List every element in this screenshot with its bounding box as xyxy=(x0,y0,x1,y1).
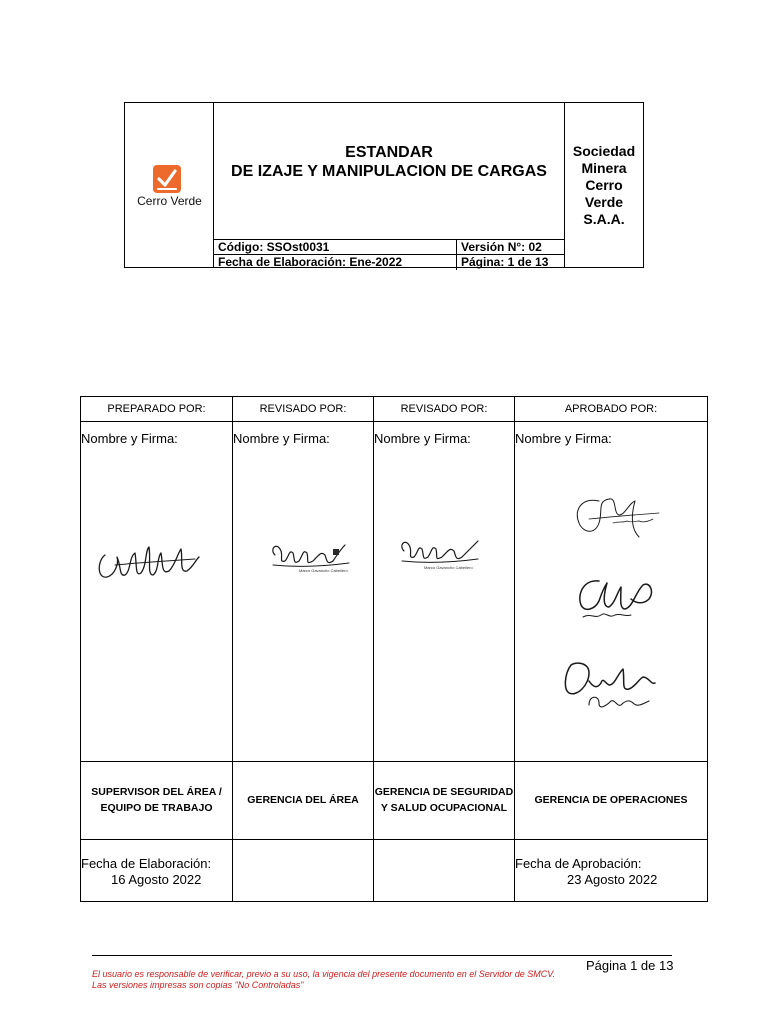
company-line: S.A.A. xyxy=(583,211,625,227)
document-header xyxy=(124,102,644,268)
document-title xyxy=(214,103,564,239)
handwritten-signature-with-stamp xyxy=(398,533,484,577)
document-code: Código: SSOst0031 xyxy=(218,240,330,254)
handwritten-signature xyxy=(559,655,663,717)
cerro-verde-logo-icon xyxy=(153,165,181,193)
footer-disclaimer-copies: Las versiones impresas son copias "No Controladas" xyxy=(92,980,304,990)
logo-text: Cerro Verde xyxy=(137,194,202,208)
document-version: Versión N°: 02 xyxy=(456,240,564,255)
page-info: Página: 1 de 13 xyxy=(456,255,564,270)
name-signature-label: Nombre y Firma: xyxy=(81,431,178,446)
name-signature-label: Nombre y Firma: xyxy=(515,431,612,446)
role-label xyxy=(81,761,232,839)
signature-column-approved xyxy=(514,397,707,901)
role-line: EQUIPO DE TRABAJO xyxy=(100,802,213,814)
signature-column-reviewed-area xyxy=(232,397,373,901)
role-line: GERENCIA DEL ÁREA xyxy=(247,794,359,806)
footer-page-number: Página 1 de 13 xyxy=(586,958,674,973)
stamp-text: Marco Gavancho Cabellero xyxy=(299,568,348,573)
footer-divider xyxy=(92,955,672,956)
name-signature-label: Nombre y Firma: xyxy=(374,431,471,446)
role-label xyxy=(515,761,707,839)
stamp-text: Marco Gavancho Cabellero xyxy=(424,565,473,570)
meta-row-date xyxy=(214,254,564,270)
role-label xyxy=(374,761,514,839)
approval-date-label: Fecha de Aprobación: xyxy=(515,856,642,871)
role-line: GERENCIA DE OPERACIONES xyxy=(534,794,688,806)
elaboration-date: Fecha de Elaboración: Ene-2022 xyxy=(218,255,403,269)
role-line: GERENCIA DE SEGURIDAD xyxy=(374,786,514,798)
handwritten-signature-with-stamp xyxy=(269,535,355,579)
column-header: PREPARADO POR: xyxy=(107,403,206,415)
column-header: APROBADO POR: xyxy=(564,403,658,415)
column-header: REVISADO POR: xyxy=(400,403,488,415)
approval-date-value: 23 Agosto 2022 xyxy=(567,872,658,887)
handwritten-signature xyxy=(569,493,665,547)
name-signature-label: Nombre y Firma: xyxy=(233,431,330,446)
elaboration-date-label: Fecha de Elaboración: xyxy=(81,856,212,871)
signature-table xyxy=(80,396,708,902)
company-line: Sociedad xyxy=(572,143,636,159)
company-line: Verde xyxy=(584,194,624,210)
footer-disclaimer: El usuario es responsable de verificar, previo a su uso, la vigencia del presente documento en el Servidor de SMCV. xyxy=(92,969,556,979)
handwritten-signature xyxy=(573,573,663,629)
company-line: Minera xyxy=(581,160,627,176)
role-label xyxy=(233,761,373,839)
role-line: SUPERVISOR DEL ÁREA / xyxy=(91,786,222,798)
company-line: Cerro xyxy=(585,177,623,193)
signature-column-reviewed-safety xyxy=(373,397,514,901)
logo-cell xyxy=(125,103,214,267)
signature-column-prepared xyxy=(81,397,232,901)
elaboration-date-value: 16 Agosto 2022 xyxy=(111,872,202,887)
title-line-1: ESTANDAR xyxy=(345,144,433,161)
handwritten-signature xyxy=(95,535,205,589)
meta-row-code xyxy=(214,239,564,255)
company-name xyxy=(564,103,643,267)
role-line: Y SALUD OCUPACIONAL xyxy=(380,802,508,814)
title-line-2: DE IZAJE Y MANIPULACION DE CARGAS xyxy=(231,163,547,180)
column-header: REVISADO POR: xyxy=(259,403,347,415)
